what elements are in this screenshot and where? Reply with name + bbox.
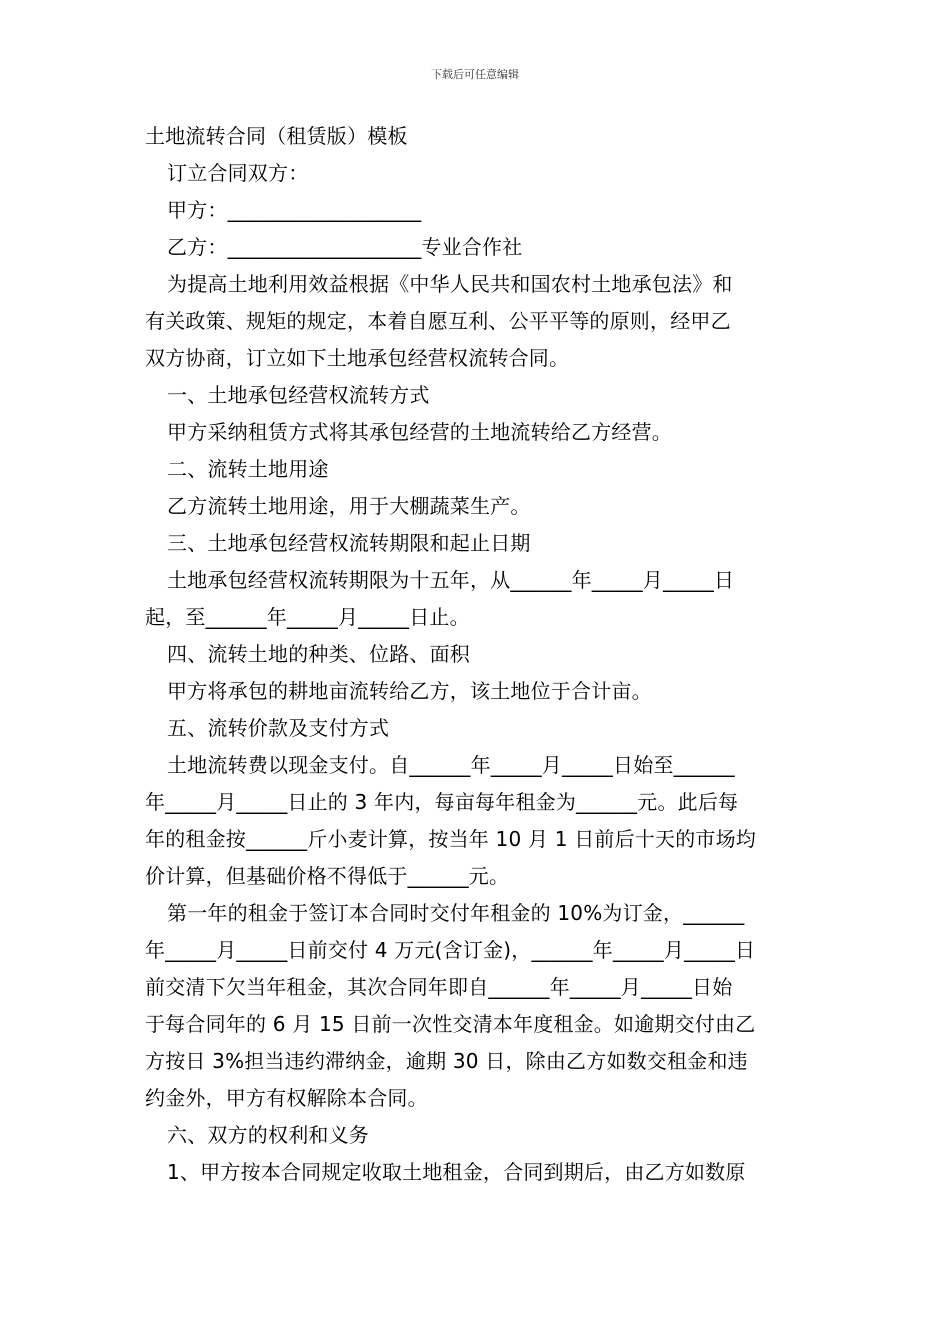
document-title: 土地流转合同（租赁版）模板 [145, 124, 408, 148]
section-3-body-line-1: 土地承包经营权流转期限为十五年，从______年_____月_____日 [167, 568, 735, 592]
section-5-para-2-line-3: 前交清下欠当年租金，其次合同年即自______年_____月_____日始 [145, 975, 733, 999]
preamble-line-2: 有关政策、规矩的规定，本着自愿互利、公平平等的原则，经甲乙 [145, 309, 731, 333]
section-6-item-1-line-1: 1、甲方按本合同规定收取土地租金，合同到期后，由乙方如数原 [167, 1160, 746, 1184]
section-5-para-2-line-5: 方按日 3%担当违约滞纳金，逾期 30 日，除由乙方如数交租金和违 [145, 1049, 748, 1073]
section-5-para-1-line-1: 土地流转费以现金支付。自______年_____月_____日始至______ [167, 753, 735, 777]
section-1-body: 甲方采纳租赁方式将其承包经营的土地流转给乙方经营。 [167, 420, 672, 444]
section-4-heading: 四、流转土地的种类、位路、面积 [167, 642, 470, 666]
section-2-heading: 二、流转土地用途 [167, 457, 329, 481]
party-b-line: 乙方：___________________专业合作社 [167, 235, 523, 259]
section-5-para-1-line-4: 价计算，但基础价格不得低于______元。 [145, 864, 510, 888]
section-5-para-1-line-2: 年_____月_____日止的 3 年内，每亩每年租金为______元。此后每 [145, 790, 739, 814]
section-3-body-line-2: 起，至______年_____月_____日止。 [145, 605, 470, 629]
section-5-para-2-line-2: 年_____月_____日前交付 4 万元(含订金)，______年_____月_____日 [145, 938, 756, 962]
section-1-heading: 一、土地承包经营权流转方式 [167, 383, 430, 407]
section-2-body: 乙方流转土地用途，用于大棚蔬菜生产。 [167, 494, 531, 518]
section-4-body: 甲方将承包的耕地亩流转给乙方，该土地位于合计亩。 [167, 679, 652, 703]
page-header-note: 下载后可任意编辑 [431, 68, 519, 81]
section-5-para-1-line-3: 年的租金按______斤小麦计算，按当年 10 月 1 日前后十天的市场均 [145, 827, 757, 851]
section-5-para-2-line-4: 于每合同年的 6 月 15 日前一次性交清本年度租金。如逾期交付由乙 [145, 1012, 756, 1036]
preamble-line-3: 双方协商，订立如下土地承包经营权流转合同。 [145, 346, 570, 370]
section-5-para-2-line-1: 第一年的租金于签订本合同时交付年租金的 10%为订金，______ [167, 901, 745, 925]
document-body [145, 118, 807, 1191]
section-3-heading: 三、土地承包经营权流转期限和起止日期 [167, 531, 531, 555]
section-5-para-2-line-6: 约金外，甲方有权解除本合同。 [145, 1086, 428, 1110]
section-5-heading: 五、流转价款及支付方式 [167, 716, 390, 740]
preamble-line-1: 为提高土地利用效益根据《中华人民共和国农村土地承包法》和 [167, 272, 733, 296]
party-a-line: 甲方：___________________ [167, 198, 422, 222]
parties-heading: 订立合同双方： [167, 161, 309, 185]
section-6-heading: 六、双方的权利和义务 [167, 1123, 369, 1147]
